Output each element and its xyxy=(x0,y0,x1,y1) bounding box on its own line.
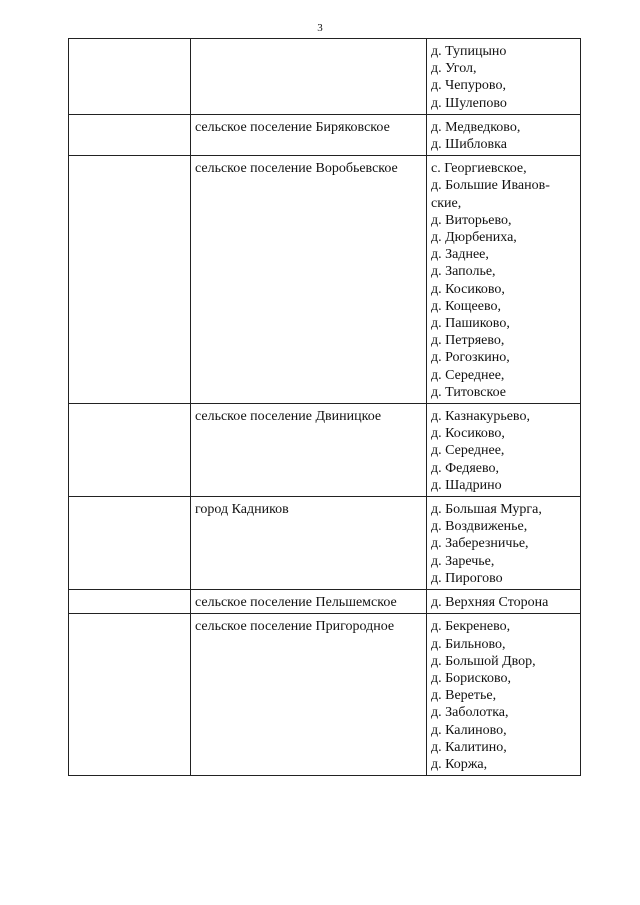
settlement-cell xyxy=(191,497,427,590)
village-name: д. Петряево, xyxy=(431,333,505,349)
village-name: д. Виторьево, xyxy=(431,212,512,228)
table-row xyxy=(69,114,581,155)
village-name: д. Пирогово xyxy=(431,570,503,586)
village-name: д. Кощеево, xyxy=(431,298,501,314)
village-name: д. Веретье, xyxy=(431,688,497,704)
village-name: д. Коржа, xyxy=(431,756,488,772)
villages-cell xyxy=(427,590,581,614)
villages-cell xyxy=(427,404,581,497)
settlement-cell xyxy=(191,156,427,404)
table-row xyxy=(69,39,581,115)
village-name: д. Большой Двор, xyxy=(431,653,536,669)
settlement-cell xyxy=(191,614,427,776)
village-name: д. Заднее, xyxy=(431,247,489,263)
villages-cell xyxy=(427,156,581,404)
village-name: д. Тупицыно xyxy=(431,44,507,59)
settlement-cell xyxy=(191,39,427,115)
district-cell xyxy=(69,404,191,497)
village-name: д. Середнее, xyxy=(431,367,505,383)
village-name: д. Заполье, xyxy=(431,264,496,280)
district-cell xyxy=(69,156,191,404)
settlement-name: сельское поселение Воробьевское xyxy=(195,161,398,177)
settlement-cell xyxy=(191,590,427,614)
settlement-cell xyxy=(191,114,427,155)
village-name: д. Шибловка xyxy=(431,137,507,153)
table-body xyxy=(69,39,581,776)
village-name: д. Борисково, xyxy=(431,670,511,686)
settlements-table xyxy=(68,38,581,776)
settlement-name: сельское поселение Двиницкое xyxy=(195,409,382,425)
settlement-name xyxy=(191,39,426,43)
settlement-name: город Кадников xyxy=(195,502,289,518)
villages-cell xyxy=(427,614,581,776)
table-row xyxy=(69,590,581,614)
village-name: д. Воздвиженье, xyxy=(431,519,528,535)
village-name: д. Шулепово xyxy=(431,95,507,111)
settlement-name: сельское поселение Пельшемское xyxy=(195,595,397,611)
village-name: д. Рогозкино, xyxy=(431,350,510,366)
villages-cell xyxy=(427,114,581,155)
page-number: 3 xyxy=(317,22,323,34)
district-cell xyxy=(69,114,191,155)
village-name: д. Шадрино xyxy=(431,477,502,493)
district-cell xyxy=(69,497,191,590)
villages-cell xyxy=(427,497,581,590)
village-name: д. Бильново, xyxy=(431,636,506,652)
village-name: д. Угол, xyxy=(431,61,477,77)
village-name: д. Калиново, xyxy=(431,722,507,738)
district-cell xyxy=(69,590,191,614)
village-name: д. Большая Мурга, xyxy=(431,502,542,518)
settlement-name: сельское поселение Пригородное xyxy=(195,619,395,635)
village-name: д. Медведково, xyxy=(431,119,521,135)
village-name: с. Георгиевское, xyxy=(431,161,527,177)
village-name: д. Пашиково, xyxy=(431,316,510,332)
village-name: д. Калитино, xyxy=(431,739,507,755)
village-name: д. Верхняя Сторона xyxy=(431,595,549,611)
settlement-name: сельское поселение Биряковское xyxy=(195,119,390,135)
village-name: д. Титовское xyxy=(431,384,506,400)
village-name: д. Заболотка, xyxy=(431,705,509,721)
village-name: д. Казнакурьево, xyxy=(431,409,530,425)
village-name: д. Дюрбениха, xyxy=(431,230,517,246)
settlement-cell xyxy=(191,404,427,497)
village-name: д. Чепурово, xyxy=(431,78,506,94)
district-cell xyxy=(69,39,191,115)
table-row xyxy=(69,614,581,776)
table-row xyxy=(69,497,581,590)
village-name: д. Бекренево, xyxy=(431,619,511,635)
villages-cell xyxy=(427,39,581,115)
village-name: д. Заберезничье, xyxy=(431,536,529,552)
village-name: ские, xyxy=(431,195,462,211)
district-cell xyxy=(69,614,191,776)
village-name: д. Заречье, xyxy=(431,553,495,569)
village-name: д. Косиково, xyxy=(431,426,505,442)
village-name: д. Федяево, xyxy=(431,460,500,476)
village-name: д. Косиково, xyxy=(431,281,505,297)
village-name: д. Середнее, xyxy=(431,443,505,459)
table-row xyxy=(69,404,581,497)
village-name: д. Большие Иванов- xyxy=(431,178,550,194)
table-row xyxy=(69,156,581,404)
